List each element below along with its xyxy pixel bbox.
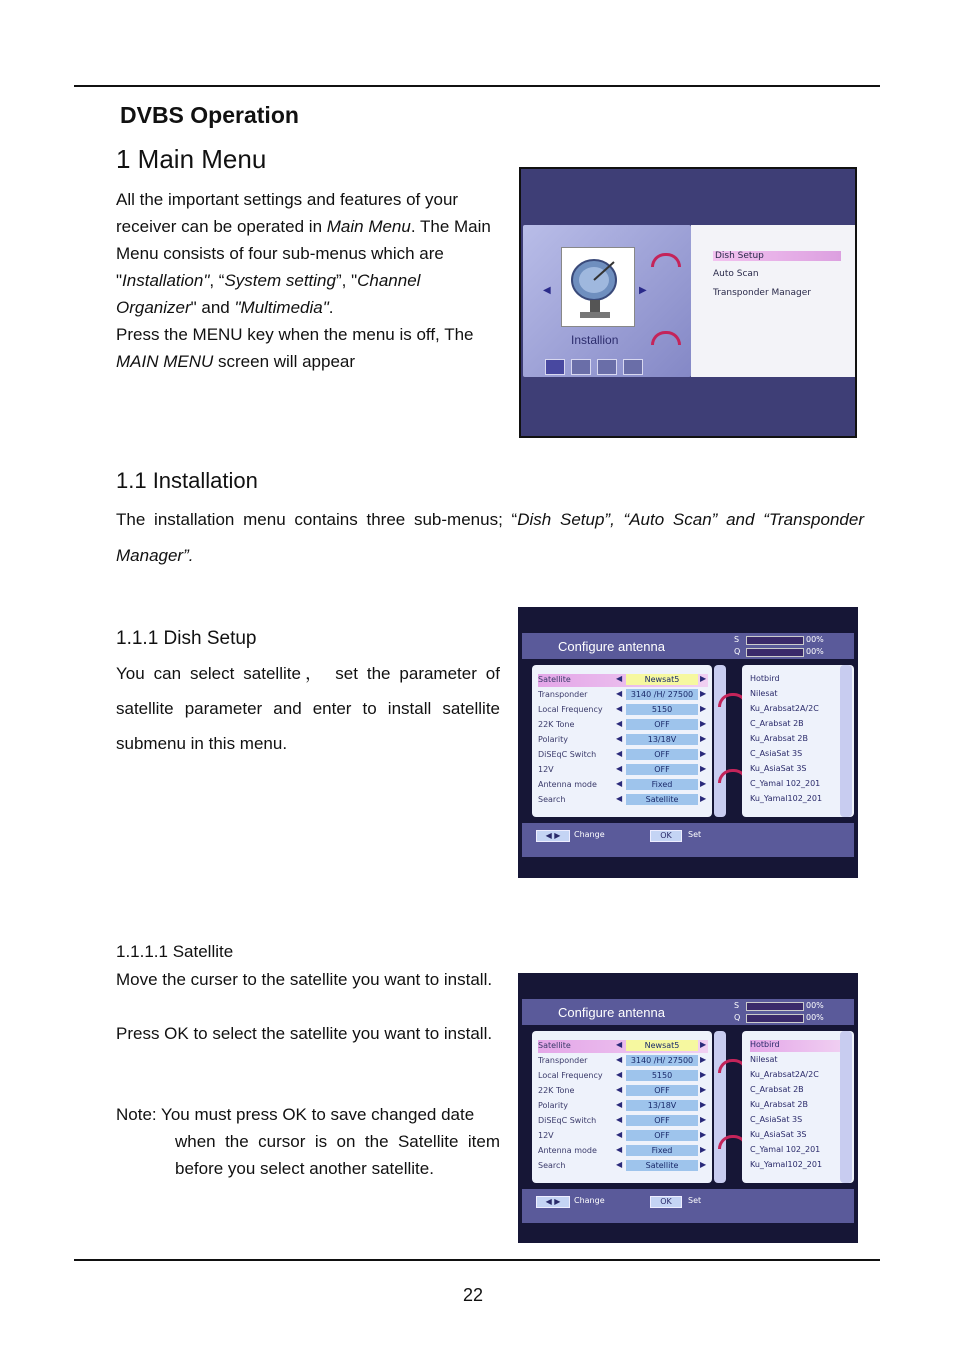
satellite-item[interactable]: Nilesat <box>750 689 778 698</box>
screen-footer <box>522 1189 854 1223</box>
list-scrollbar-right[interactable] <box>840 665 852 817</box>
satellite-item[interactable]: Ku_Arabsat 2B <box>750 1100 808 1109</box>
param-row-12v[interactable]: 12V ◀ OFF ▶ <box>538 764 707 774</box>
signal-q-value: 00% <box>806 1013 824 1022</box>
list-scrollbar-left[interactable] <box>714 665 726 817</box>
satellite-item[interactable]: Ku_AsiaSat 3S <box>750 764 807 773</box>
section-title: DVBS Operation <box>120 102 299 128</box>
param-row-search[interactable]: Search ◀ Satellite ▶ <box>538 794 707 804</box>
change-label: Change <box>574 830 605 839</box>
satellite-item[interactable]: Hotbird <box>750 674 780 683</box>
set-label: Set <box>688 830 702 839</box>
installation-caption: Installion <box>571 333 619 347</box>
satellite-list <box>742 665 854 817</box>
signal-q-value: 00% <box>806 647 824 656</box>
screen-header <box>522 633 854 659</box>
satellite-heading: 1.1.1.1 Satellite <box>116 942 234 961</box>
main-menu-screenshot <box>519 167 857 438</box>
satellite-item[interactable]: C_Yamal 102_201 <box>750 779 821 788</box>
arrow-right-icon: ▶ <box>639 285 647 296</box>
signal-s-value: 00% <box>806 635 824 644</box>
satellite-note-lead: Note: You must press OK to save changed date <box>116 1105 475 1124</box>
param-row-transponder[interactable]: Transponder ◀ 3140 /H/ 27500 ▶ <box>538 1055 707 1065</box>
param-row-22k-tone[interactable]: 22K Tone ◀ OFF ▶ <box>538 719 707 729</box>
satellite-item[interactable]: Ku_Yamal102_201 <box>750 794 823 803</box>
configure-antenna-screenshot-2 <box>518 973 858 1243</box>
signal-quality-bar <box>746 648 804 657</box>
satellite-item[interactable]: C_Yamal 102_201 <box>750 1145 821 1154</box>
param-row-satellite[interactable]: Satellite ◀ Newsat5 ▶ <box>538 1040 708 1053</box>
satellite-item[interactable]: Ku_Yamal102_201 <box>750 1160 823 1169</box>
param-row-polarity[interactable]: Polarity ◀ 13/18V ▶ <box>538 734 707 744</box>
screen-title: Configure antenna <box>558 639 665 654</box>
ok-key: OK <box>650 830 682 842</box>
screen-header <box>522 999 854 1025</box>
signal-q-label: Q <box>734 647 741 656</box>
signal-q-label: Q <box>734 1013 741 1022</box>
satellite-item[interactable]: C_Arabsat 2B <box>750 1085 804 1094</box>
installation-tab-icon <box>545 359 565 375</box>
signal-s-label: S <box>734 1001 740 1010</box>
channel-organizer-tab-icon <box>597 359 617 375</box>
param-row-polarity[interactable]: Polarity ◀ 13/18V ▶ <box>538 1100 707 1110</box>
satellite-item[interactable]: Nilesat <box>750 1055 778 1064</box>
satellite-item[interactable]: Ku_Arabsat2A/2C <box>750 704 819 713</box>
change-key: ◀ ▶ <box>536 830 570 842</box>
satellite-dish-icon <box>561 247 635 327</box>
satellite-item[interactable]: C_Arabsat 2B <box>750 719 804 728</box>
satellite-list <box>742 1031 854 1183</box>
installation-heading: 1.1 Installation <box>116 468 258 493</box>
signal-strength-bar <box>746 636 804 645</box>
dish-setup-heading: 1.1.1 Dish Setup <box>116 628 257 649</box>
param-row-search[interactable]: Search ◀ Satellite ▶ <box>538 1160 707 1170</box>
screen-title: Configure antenna <box>558 1005 665 1020</box>
main-menu-text: All the important settings and features of your receiver can be operated in Main Menu. The Main Menu consists of four sub-menus which are "Installation", “System setting”, "Channel Organizer" and "Multimedia". Press the MENU key when the menu is off, The MAIN MENU screen will appear <box>116 190 491 371</box>
param-row-diseqc-switch[interactable]: DiSEqC Switch ◀ OFF ▶ <box>538 1115 707 1125</box>
signal-s-label: S <box>734 635 740 644</box>
satellite-item[interactable]: Ku_Arabsat 2B <box>750 734 808 743</box>
satellite-text-1: Move the curser to the satellite you want to install. <box>116 970 493 989</box>
arrow-left-icon: ◀ <box>543 285 551 296</box>
satellite-item[interactable]: C_AsiaSat 3S <box>750 749 803 758</box>
param-row-satellite[interactable]: Satellite ◀ Newsat5 ▶ <box>538 674 708 687</box>
multimedia-tab-icon <box>623 359 643 375</box>
satellite-note-body: when the cursor is on the Satellite item before you select another satellite. <box>175 1132 500 1178</box>
installation-panel <box>523 225 691 377</box>
top-rule <box>74 85 880 87</box>
param-row-transponder[interactable]: Transponder ◀ 3140 /H/ 27500 ▶ <box>538 689 707 699</box>
param-row-local-frequency[interactable]: Local Frequency ◀ 5150 ▶ <box>538 1070 707 1080</box>
set-label: Set <box>688 1196 702 1205</box>
bottom-rule <box>74 1259 880 1261</box>
screen-footer <box>522 823 854 857</box>
menu-item-auto-scan[interactable]: Auto Scan <box>713 269 759 279</box>
menu-item-transponder-manager[interactable]: Transponder Manager <box>713 288 811 298</box>
satellite-item[interactable]: C_AsiaSat 3S <box>750 1115 803 1124</box>
system-setting-tab-icon <box>571 359 591 375</box>
submenu-panel <box>691 225 855 377</box>
menu-item-dish-setup[interactable]: Dish Setup <box>713 251 841 261</box>
ok-key: OK <box>650 1196 682 1208</box>
param-row-12v[interactable]: 12V ◀ OFF ▶ <box>538 1130 707 1140</box>
main-menu-heading: 1 Main Menu <box>116 144 267 174</box>
parameter-list <box>532 1031 712 1183</box>
signal-quality-bar <box>746 1014 804 1023</box>
list-scrollbar-right[interactable] <box>840 1031 852 1183</box>
parameter-list <box>532 665 712 817</box>
signal-strength-bar <box>746 1002 804 1011</box>
configure-antenna-screenshot-1 <box>518 607 858 878</box>
param-row-diseqc-switch[interactable]: DiSEqC Switch ◀ OFF ▶ <box>538 749 707 759</box>
satellite-text-2: Press OK to select the satellite you want to install. <box>116 1024 493 1043</box>
installation-text: The installation menu contains three sub-menus; “Dish Setup”, “Auto Scan” and “Transponder Manager”. <box>116 510 864 565</box>
param-row-local-frequency[interactable]: Local Frequency ◀ 5150 ▶ <box>538 704 707 714</box>
satellite-item[interactable]: Ku_Arabsat2A/2C <box>750 1070 819 1079</box>
signal-s-value: 00% <box>806 1001 824 1010</box>
change-key: ◀ ▶ <box>536 1196 570 1208</box>
page-number: 22 <box>462 1285 484 1305</box>
param-row-22k-tone[interactable]: 22K Tone ◀ OFF ▶ <box>538 1085 707 1095</box>
dish-setup-text: You can select satellite， set the parameter of satellite parameter and enter to install satellite submenu in this menu. <box>116 664 500 753</box>
param-row-antenna-mode[interactable]: Antenna mode ◀ Fixed ▶ <box>538 1145 707 1155</box>
change-label: Change <box>574 1196 605 1205</box>
satellite-item-selected[interactable]: Hotbird <box>750 1040 844 1052</box>
menu-icon-row <box>545 359 655 377</box>
satellite-item[interactable]: Ku_AsiaSat 3S <box>750 1130 807 1139</box>
param-row-antenna-mode[interactable]: Antenna mode ◀ Fixed ▶ <box>538 779 707 789</box>
list-scrollbar-left[interactable] <box>714 1031 726 1183</box>
